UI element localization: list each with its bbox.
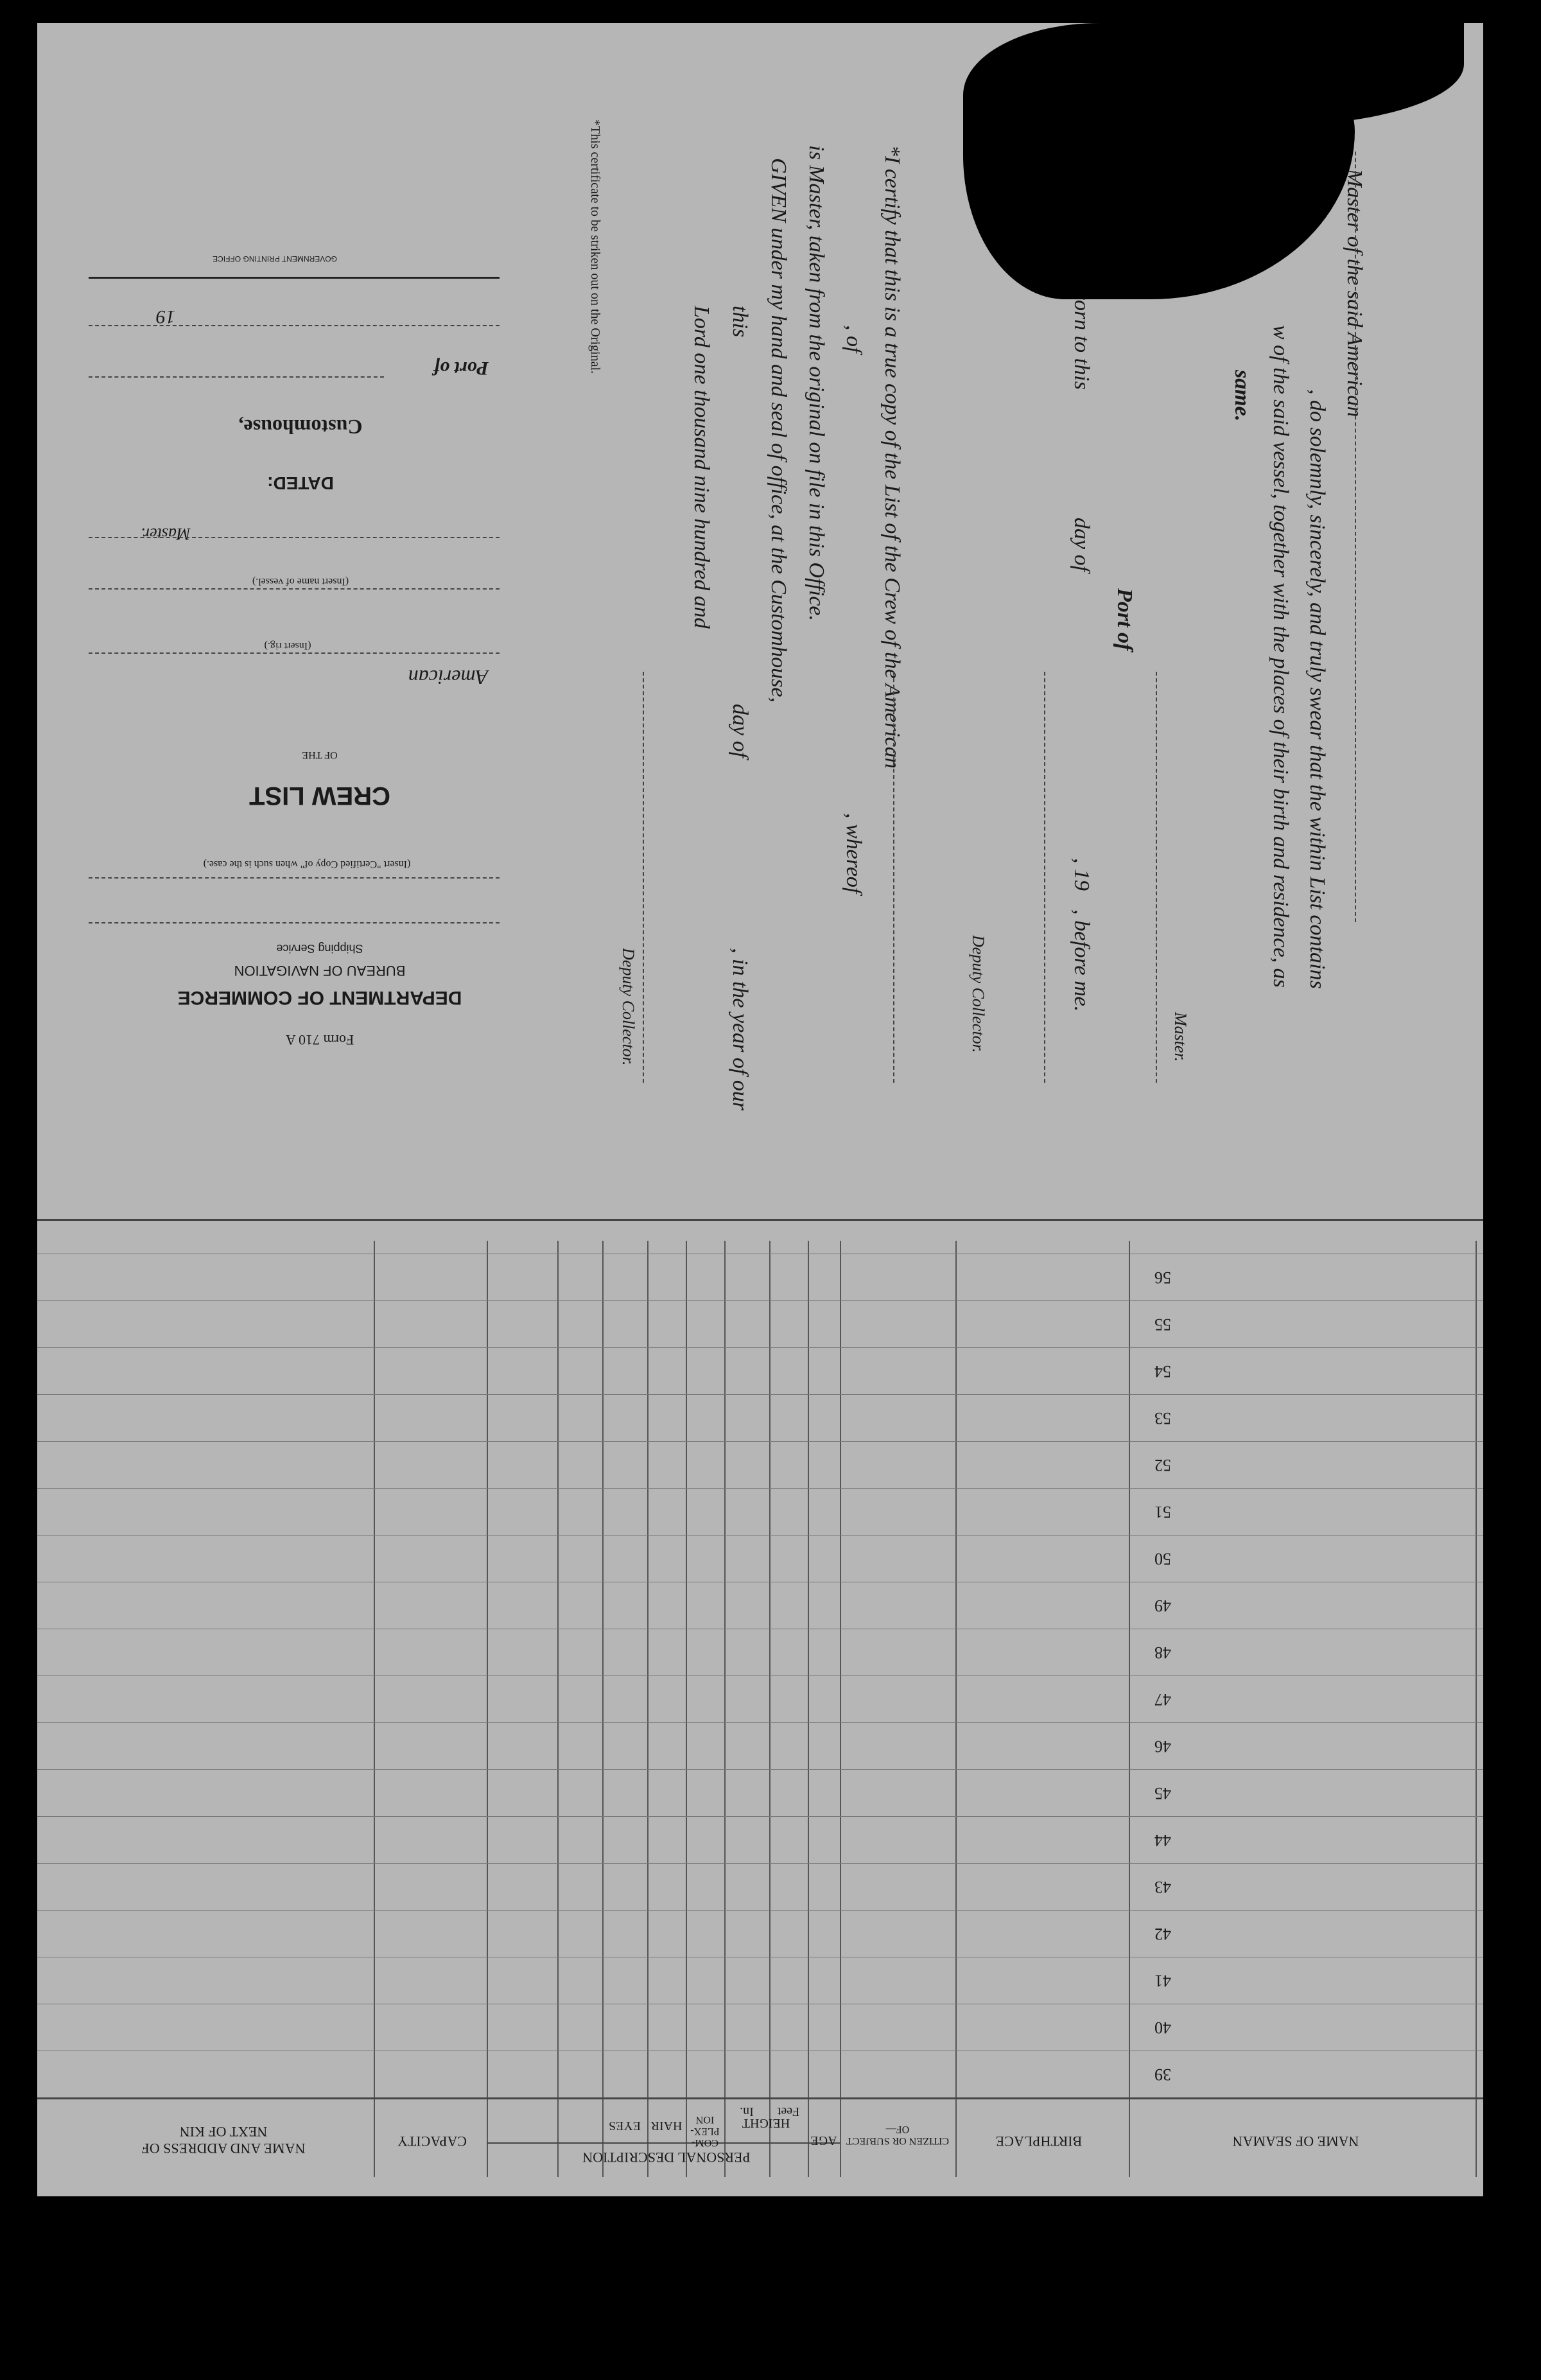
form-number: Form 710 A bbox=[285, 1032, 354, 1048]
oath-before-me: , before me. bbox=[1070, 909, 1093, 1012]
row-number: 56 bbox=[1154, 1268, 1171, 1287]
cert-line2b: , whereof bbox=[842, 813, 866, 894]
oath-line2: , do solemnly, sincerely, and truly swear that the within List contains bbox=[1305, 389, 1329, 989]
personal-desc-rule bbox=[487, 2142, 840, 2144]
col-divider bbox=[840, 1241, 841, 2177]
col-personal-description: PERSONAL DESCRIPTION bbox=[582, 2149, 751, 2166]
col-divider bbox=[487, 1241, 488, 2177]
col-divider bbox=[955, 1241, 957, 2177]
col-divider bbox=[1476, 1241, 1477, 2177]
fill-line bbox=[893, 672, 894, 1083]
col-birthplace: BIRTHPLACE bbox=[995, 2133, 1083, 2149]
col-eyes: EYES bbox=[609, 2119, 641, 2133]
col-divider bbox=[686, 1241, 687, 2177]
customhouse-label: Customhouse, bbox=[238, 416, 363, 439]
oath-line1: , Master of the said American bbox=[1343, 158, 1366, 417]
table-row bbox=[37, 1769, 1483, 1770]
col-divider bbox=[724, 1241, 726, 2177]
bureau: BUREAU OF NAVIGATION bbox=[234, 963, 406, 979]
insert-rig: (Insert rig.) bbox=[264, 640, 311, 651]
col-divider bbox=[1129, 1241, 1130, 2177]
col-complexion: COM-PLEX-ION bbox=[690, 2114, 720, 2148]
col-name-of-seaman: NAME OF SEAMAN bbox=[1232, 2133, 1359, 2149]
row-number: 53 bbox=[1154, 1409, 1171, 1428]
table-row bbox=[37, 1910, 1483, 1911]
cert-line3: is Master, taken from the original on file in this Office. bbox=[805, 145, 828, 622]
col-divider bbox=[602, 1241, 604, 2177]
row-number: 41 bbox=[1154, 1972, 1171, 1990]
port-of-label: Port of bbox=[433, 358, 489, 379]
row-number: 42 bbox=[1154, 1925, 1171, 1943]
cert-deputy: Deputy Collector. bbox=[619, 948, 638, 1066]
col-age: AGE bbox=[810, 2133, 837, 2148]
crew-list-title: CREW LIST bbox=[249, 782, 390, 810]
of-the: OF THE bbox=[302, 749, 338, 760]
oath-line3: w of the said vessel, together with the places of their birth and residence, as bbox=[1269, 325, 1293, 988]
fill-line bbox=[89, 652, 500, 654]
cert-line1: *I certify that this is a true copy of the List of the Crew of the American bbox=[880, 145, 904, 769]
fill-line bbox=[89, 537, 500, 538]
col-divider bbox=[374, 1241, 375, 2177]
cert-line5c: , in the year of our bbox=[728, 948, 752, 1111]
row-number: 55 bbox=[1154, 1315, 1171, 1334]
fill-line bbox=[1156, 672, 1157, 1083]
col-capacity: CAPACITY bbox=[397, 2133, 467, 2149]
cert-footnote: *This certificate to be striken out on the Original. bbox=[588, 119, 602, 374]
row-number: 45 bbox=[1154, 1784, 1171, 1803]
master-label: Master. bbox=[141, 525, 191, 543]
table-row bbox=[37, 1394, 1483, 1395]
row-number: 48 bbox=[1154, 1643, 1171, 1662]
row-number: 39 bbox=[1154, 2065, 1171, 2084]
col-citizen: CITIZEN OR SUBJECT OF— bbox=[846, 2124, 949, 2146]
fill-line bbox=[89, 376, 384, 378]
col-divider bbox=[769, 1241, 770, 2177]
row-number: 43 bbox=[1154, 1878, 1171, 1896]
table-row bbox=[37, 1347, 1483, 1348]
department: DEPARTMENT OF COMMERCE bbox=[177, 987, 462, 1008]
cert-line4: GIVEN under my hand and seal of office, at the Customhouse, bbox=[767, 158, 790, 703]
cert-line5b: day of bbox=[728, 704, 752, 758]
oath-port: Port of bbox=[1113, 588, 1136, 651]
certified-note: (Insert "Certified Copy of" when such is the case.) bbox=[203, 859, 411, 870]
fill-line bbox=[89, 325, 500, 326]
fill-line bbox=[643, 672, 644, 1083]
printer-label: GOVERNMENT PRINTING OFFICE bbox=[213, 254, 337, 263]
col-divider bbox=[557, 1241, 559, 2177]
header-rule bbox=[37, 2097, 1483, 2099]
table-row bbox=[37, 1722, 1483, 1723]
crew-list-form bbox=[37, 23, 1483, 2196]
col-height: HEIGHT bbox=[742, 2116, 790, 2130]
table-row bbox=[37, 1535, 1483, 1536]
col-hair: HAIR bbox=[650, 2119, 683, 2133]
row-number: 40 bbox=[1154, 2018, 1171, 2037]
fill-line bbox=[89, 922, 500, 923]
row-number: 52 bbox=[1154, 1456, 1171, 1474]
dated-label: DATED: bbox=[267, 473, 334, 493]
col-divider bbox=[647, 1241, 649, 2177]
oath-day-of: day of bbox=[1070, 518, 1093, 572]
row-number: 46 bbox=[1154, 1737, 1171, 1756]
table-row bbox=[37, 1300, 1483, 1301]
table-top-rule bbox=[37, 1219, 1483, 1221]
service: Shipping Service bbox=[276, 942, 363, 955]
table-row bbox=[37, 1488, 1483, 1489]
row-number: 54 bbox=[1154, 1362, 1171, 1381]
fill-line bbox=[89, 588, 500, 590]
oath-deputy: Deputy Collector. bbox=[969, 935, 988, 1053]
col-feet: Feet bbox=[777, 2104, 800, 2119]
american-label: American bbox=[408, 666, 489, 689]
col-inches: In. bbox=[740, 2104, 754, 2119]
insert-vessel: (Insert name of vessel.) bbox=[252, 576, 349, 587]
table-row bbox=[37, 1816, 1483, 1817]
cert-line6: Lord one thousand nine hundred and bbox=[690, 306, 713, 629]
row-number: 49 bbox=[1154, 1597, 1171, 1615]
cert-line2: , of bbox=[842, 325, 866, 353]
table-row bbox=[37, 1441, 1483, 1442]
title-rule bbox=[89, 277, 500, 279]
col-divider bbox=[808, 1241, 809, 2177]
cert-line5: this bbox=[728, 306, 752, 338]
oath-master-sig: Master. bbox=[1171, 1012, 1190, 1062]
fill-line bbox=[89, 877, 500, 879]
fill-line bbox=[1355, 152, 1357, 922]
oath-year: , 19 bbox=[1070, 858, 1093, 891]
row-number: 51 bbox=[1154, 1503, 1171, 1521]
row-number: 50 bbox=[1154, 1550, 1171, 1568]
oath-line4: same. bbox=[1230, 370, 1254, 422]
fill-line bbox=[1044, 672, 1045, 1083]
table-row bbox=[37, 1863, 1483, 1864]
year-label: 19 bbox=[156, 306, 175, 328]
row-number: 47 bbox=[1154, 1690, 1171, 1709]
row-number: 44 bbox=[1154, 1831, 1171, 1850]
col-next-of-kin: NAME AND ADDRESS OF NEXT OF KIN bbox=[141, 2124, 306, 2157]
